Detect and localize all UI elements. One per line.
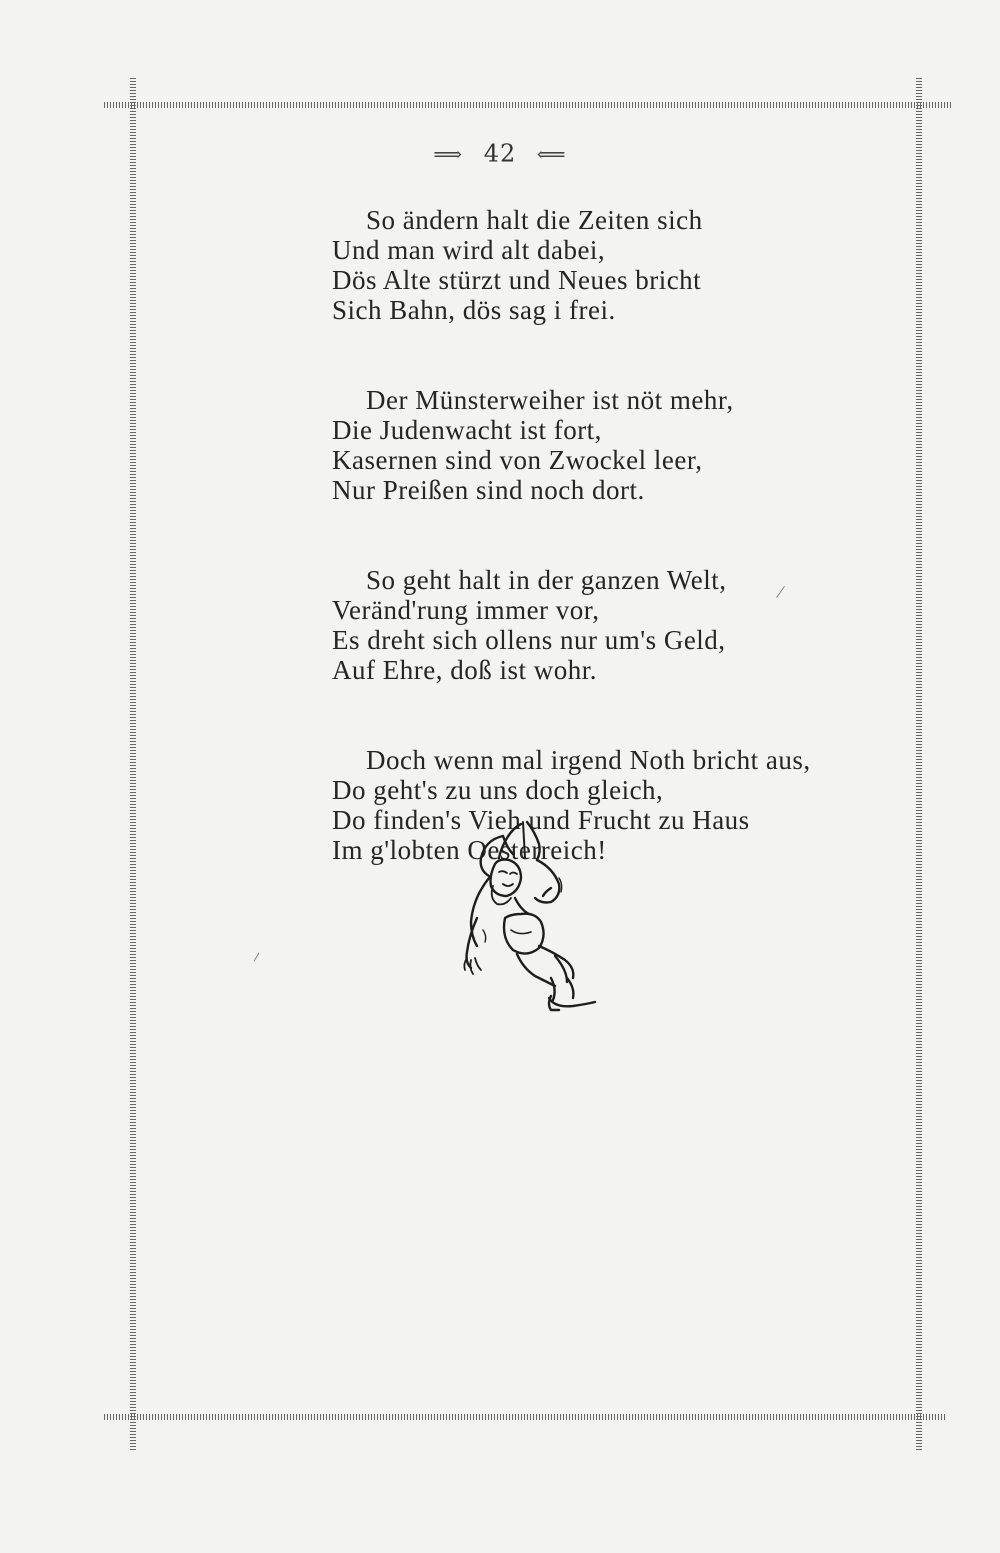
stanza <box>332 385 802 505</box>
verse-line: Sich Bahn, dös sag i frei. <box>332 295 616 325</box>
bottom-border-rule <box>104 1414 946 1420</box>
right-border-rule <box>916 78 922 1450</box>
verse-line: Die Judenwacht ist fort, <box>332 415 602 445</box>
stray-mark <box>254 952 260 961</box>
verse-line: Auf Ehre, doß ist wohr. <box>332 655 597 685</box>
verse-line: Dös Alte stürzt und Neues bricht <box>332 265 702 295</box>
verse-line: Im g'lobten Oesterreich! <box>332 835 607 865</box>
verse-line: Doch wenn mal irgend Noth bricht aus, <box>366 745 811 775</box>
page-header <box>0 138 1000 168</box>
poem <box>332 205 811 925</box>
right-ornament-icon: ⟸ <box>536 141 567 166</box>
verse-line: Es dreht sich ollens nur um's Geld, <box>332 625 726 655</box>
top-border-rule <box>104 102 952 108</box>
verse-line: So ändern halt die Zeiten sich <box>366 205 703 235</box>
verse-line: Kasernen sind von Zwockel leer, <box>332 445 703 475</box>
gnome-figure-icon <box>455 818 605 1018</box>
left-ornament-icon: ⟹ <box>433 141 464 166</box>
page-number: 42 <box>483 139 517 168</box>
verse-line: Und man wird alt dabei, <box>332 235 606 265</box>
stanza <box>332 565 802 685</box>
verse-line: Do finden's Vieh und Frucht zu Haus <box>332 805 750 835</box>
left-border-rule <box>130 78 136 1450</box>
verse-line: Nur Preißen sind noch dort. <box>332 475 645 505</box>
verse-line: Veränd'rung immer vor, <box>332 595 600 625</box>
verse-line: So geht halt in der ganzen Welt, <box>366 565 727 595</box>
verse-line: Do geht's zu uns doch gleich, <box>332 775 664 805</box>
stanza <box>332 205 802 325</box>
verse-line: Der Münsterweiher ist nöt mehr, <box>366 385 734 415</box>
